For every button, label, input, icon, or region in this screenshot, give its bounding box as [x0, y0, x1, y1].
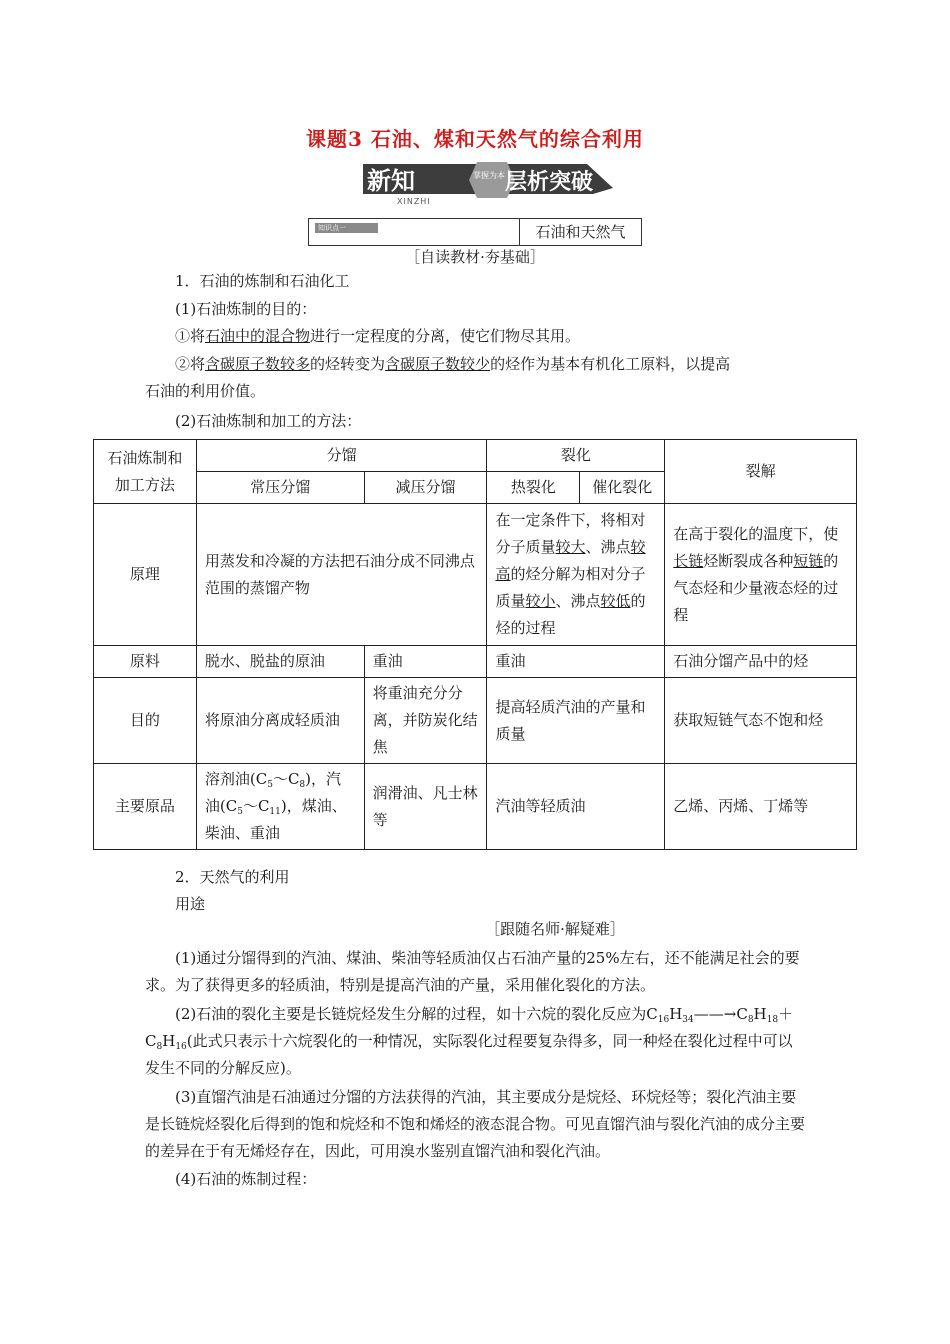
para-2-plus: ＋C	[145, 1005, 794, 1050]
para-2-s6: 16	[175, 1042, 187, 1052]
s1-item2-pre: ②将	[175, 355, 206, 373]
banner-small: 掌握为本	[473, 171, 505, 180]
table-header-jianya: 减压分馏	[364, 472, 487, 504]
s1-sub2: (2)石油炼制和加工的方法：	[175, 412, 362, 430]
banner-graphic	[357, 158, 619, 206]
s1-item2-cont: 石油的利用价值。	[145, 382, 266, 400]
para-2-s1: 16	[657, 1015, 670, 1025]
table-header-method: 石油炼制和加工方法	[94, 440, 197, 504]
table-header-fenliu: 分馏	[196, 440, 487, 472]
para-2-s2: 34	[682, 1015, 694, 1025]
products-liejie: 乙烯、丙烯、丁烯等	[665, 764, 857, 850]
products-changya-s4: 11	[269, 807, 281, 817]
material-changya: 脱水、脱盐的原油	[196, 646, 364, 678]
knowledge-point-box	[308, 218, 642, 246]
s1-sub1: (1)石油炼制的目的：	[175, 300, 317, 318]
para-2-c2: C	[736, 1005, 748, 1023]
refining-methods-table	[93, 439, 857, 850]
banner-big2: 层析突破	[505, 170, 594, 195]
knowledge-point-tag-area	[309, 219, 520, 245]
table-header-liejie: 裂解	[665, 440, 857, 504]
knowledge-point-name: 石油和天然气	[535, 223, 626, 241]
table-header-changya: 常压分馏	[196, 472, 364, 504]
para-2-s5: 8	[156, 1042, 163, 1052]
para-2-t1: (2)石油的裂化主要是长链烷烃发生分解的过程，如十六烷的裂化反应为	[175, 1005, 647, 1023]
para-2	[145, 1001, 807, 1082]
s1-item1-pre: ①将	[175, 327, 206, 345]
para-2-h2: H	[753, 1005, 767, 1023]
purpose-liehua: 提高轻质汽油的产量和质量	[487, 678, 665, 764]
principle-liejie-t2: 烃断裂成各种	[703, 551, 794, 570]
para-3: (3)直馏汽油是石油通过分馏的方法获得的汽油，其主要成分是烷烃、环烷烃等；裂化汽油主要是长链烷烃裂化后得到的饱和烷烃和不饱和烯烃的液态混合物。可见直馏汽油与裂化汽油的成分主要的差异在于有无烯烃存在，因此，可用溴水鉴别直馏汽油和裂化汽油。	[145, 1088, 806, 1160]
reaction-arrow: ——→	[693, 1005, 737, 1023]
purpose-jianya: 将重油充分分离，并防炭化结焦	[364, 678, 487, 764]
row-label-material: 原料	[94, 646, 197, 678]
products-changya-t1: 溶剂油(C	[204, 770, 268, 788]
banner-big1: 新知	[367, 167, 415, 195]
section-note-2: ［跟随名师·解疑难］	[485, 920, 625, 938]
row-label-purpose: 目的	[94, 678, 197, 764]
principle-liehua-t2: 、沸点	[585, 538, 631, 556]
para-2-s3: 8	[747, 1015, 754, 1025]
products-changya-t2: ～C	[272, 770, 300, 788]
s1-item1-post: 进行一定程度的分离，使它们物尽其用。	[310, 327, 581, 345]
knowledge-point-tag: 知识点一	[315, 223, 378, 233]
s1-item2-mid: 的烃转变为	[310, 355, 386, 373]
para-4: (4)石油的炼制过程：	[175, 1170, 317, 1188]
principle-liejie-u2: 短链	[793, 551, 824, 570]
products-jianya: 润滑油、凡士林等	[364, 764, 487, 850]
products-changya-s2: 8	[299, 780, 306, 790]
products-changya-t4: ～C	[242, 797, 270, 815]
purpose-changya: 将原油分离成轻质油	[196, 678, 364, 764]
principle-liejie-u1: 长链	[673, 551, 704, 570]
para-2-c1: C	[646, 1005, 658, 1023]
s1-item2	[175, 351, 815, 378]
s1-heading: 1．石油的炼制和石油化工	[175, 272, 350, 290]
banner-pinyin: XINZHI	[397, 197, 431, 206]
row-label-principle: 原理	[94, 504, 197, 646]
principle-liehua-u3: 较小	[525, 592, 556, 610]
principle-liejie-t1: 在高于裂化的温度下，使	[673, 524, 839, 543]
principle-liehua-t4: 、沸点	[555, 592, 601, 610]
products-changya-s3: 5	[237, 807, 243, 817]
products-changya-t3: )，汽油(C	[204, 770, 342, 815]
para-2-h1: H	[669, 1005, 683, 1023]
material-jianya: 重油	[364, 646, 487, 678]
products-changya-t5: )，煤油、柴油、重油	[204, 797, 347, 842]
principle-liehua-t1: 在一定条件下，将相对分子质量	[495, 511, 646, 556]
page-title: 课题3 石油、煤和天然气的综合利用	[306, 127, 644, 151]
s1-item2-underline2: 含碳原子数较少	[385, 355, 491, 373]
principle-liejie	[665, 504, 857, 646]
principle-fenliu: 用蒸发和冷凝的方法把石油分成不同沸点范围的蒸馏产物	[196, 504, 487, 646]
table-header-cuihua: 催化裂化	[580, 472, 665, 504]
table-header-liehua: 裂化	[487, 440, 665, 472]
row-label-products: 主要原品	[94, 764, 197, 850]
material-liehua: 重油	[487, 646, 665, 678]
s2-use: 用途	[175, 895, 206, 913]
s1-item2-post: 的烃作为基本有机化工原料，以提高	[490, 355, 731, 373]
products-changya-s1: 5	[267, 780, 273, 790]
material-liejie: 石油分馏产品中的烃	[665, 646, 857, 678]
principle-liehua-u1: 较大	[555, 538, 586, 556]
para-1: (1)通过分馏得到的汽油、煤油、柴油等轻质油仅占石油产量的25%左右，还不能满足社会的要求。为了获得更多的轻质油，特别是提高汽油的产量，采用催化裂化的方法。	[145, 949, 800, 994]
principle-liehua	[487, 504, 665, 646]
s1-item1	[175, 323, 837, 350]
purpose-liejie: 获取短链气态不饱和烃	[665, 678, 857, 764]
table-header-re: 热裂化	[487, 472, 580, 504]
principle-liehua-t3: 的烃分解为相对分子质量	[495, 565, 646, 610]
s1-item2-underline1: 含碳原子数较多	[205, 355, 311, 373]
s1-item1-underline: 石油中的混合物	[205, 327, 311, 345]
products-liehua: 汽油等轻质油	[487, 764, 665, 850]
principle-liejie-t3: 的气态烃和少量液态烃的过程	[673, 551, 839, 624]
principle-liehua-t5: 的烃的过程	[495, 592, 646, 637]
principle-liehua-u4: 较低	[600, 592, 631, 610]
section-note-1: ［自读教材·夯基础］	[405, 248, 545, 266]
para-2-t2: (此式只表示十六烷裂化的一种情况，实际裂化过程要复杂得多，同一种烃在裂化过程中可以发生不同的分解反应)。	[145, 1032, 793, 1077]
principle-liehua-u2: 较高	[495, 538, 646, 583]
section-banner	[357, 158, 619, 206]
para-2-h3: H	[162, 1032, 176, 1050]
products-changya	[196, 764, 364, 850]
para-2-s4: 18	[766, 1015, 779, 1025]
s2-heading: 2．天然气的利用	[175, 868, 290, 886]
